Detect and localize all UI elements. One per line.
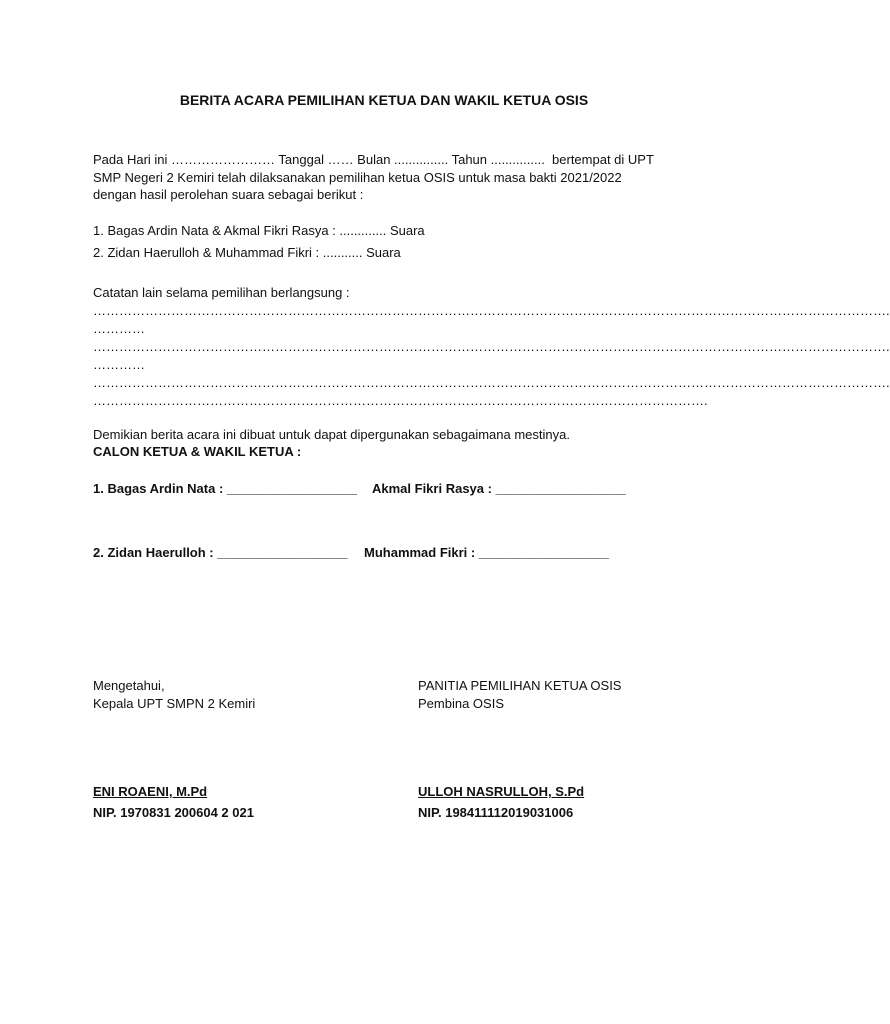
pair-1-right: Akmal Fikri Rasya : __________________ <box>372 481 626 496</box>
candidate-line-1: 1. Bagas Ardin Nata & Akmal Fikri Rasya : ............. Suara <box>93 223 425 238</box>
left-sign-line-2: Kepala UPT SMPN 2 Kemiri <box>93 696 256 711</box>
closing-text: Demikian berita acara ini dibuat untuk dapat dipergunakan sebagaimana mestinya. <box>93 427 570 442</box>
right-sign-nip: NIP. 198411112019031006 <box>418 805 574 820</box>
intro-line-2: SMP Negeri 2 Kemiri telah dilaksanakan pemilihan ketua OSIS untuk masa bakti 2021/2022 <box>93 170 622 185</box>
left-sign-line-1: Mengetahui, <box>93 678 165 693</box>
intro-line-1: Pada Hari ini …………………… Tanggal …… Bulan ............... Tahun ............... bertempat di UPT <box>93 152 654 167</box>
right-sign-name: ULLOH NASRULLOH, S.Pd <box>418 784 585 799</box>
notes-line-3: …………………………………………………………………………………………………………………………………………………………………. <box>93 339 890 354</box>
intro-line-3: dengan hasil perolehan suara sebagai berikut : <box>93 187 364 202</box>
right-sign-line-1: PANITIA PEMILIHAN KETUA OSIS <box>418 678 622 693</box>
pair-1-left: 1. Bagas Ardin Nata : __________________ <box>93 481 358 496</box>
left-sign-name: ENI ROAENI, M.Pd <box>93 784 208 799</box>
notes-line-4: ………… <box>93 357 145 372</box>
signatories-heading: CALON KETUA & WAKIL KETUA : <box>93 444 302 459</box>
pair-2-left: 2. Zidan Haerulloh : __________________ <box>93 545 348 560</box>
notes-line-6: ……………………………………………………………………………………………………………………………. <box>93 393 708 408</box>
right-sign-line-2: Pembina OSIS <box>418 696 504 711</box>
notes-label: Catatan lain selama pemilihan berlangsung : <box>93 285 350 300</box>
notes-line-5: …………………………………………………………………………………………………………………………………………………………………. <box>93 375 890 390</box>
candidate-line-2: 2. Zidan Haerulloh & Muhammad Fikri : ........... Suara <box>93 245 401 260</box>
document-title: BERITA ACARA PEMILIHAN KETUA DAN WAKIL KETUA OSIS <box>179 92 589 108</box>
notes-line-2: ………… <box>93 321 145 336</box>
left-sign-nip: NIP. 1970831 200604 2 021 <box>93 805 254 820</box>
pair-2-right: Muhammad Fikri : __________________ <box>364 545 609 560</box>
notes-line-1: …………………………………………………………………………………………………………………………………………………………………. <box>93 303 890 318</box>
